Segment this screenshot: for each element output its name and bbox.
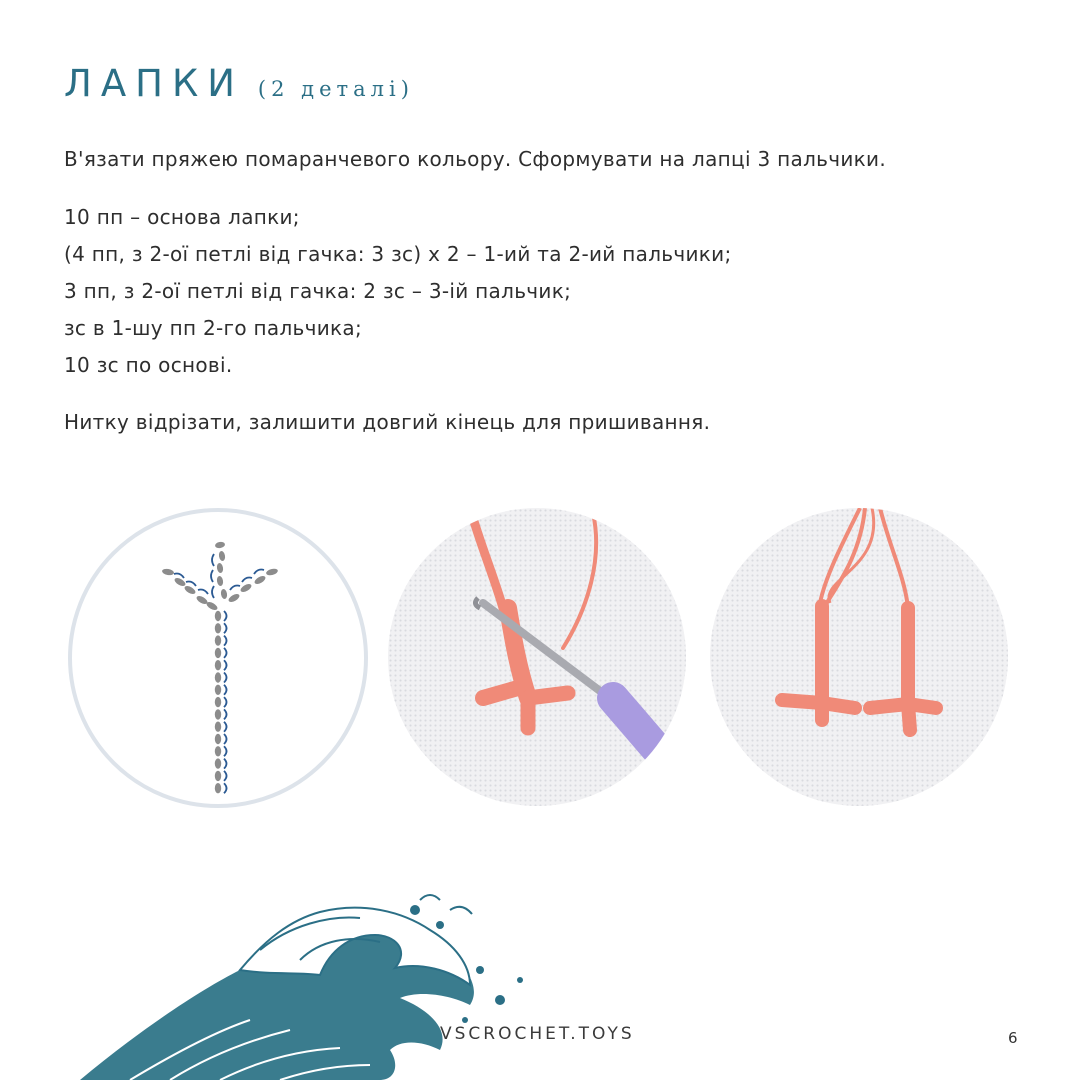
- outro-text: Нитку відрізати, залишити довгий кінець для пришивання.: [64, 410, 711, 434]
- chain-stitch: [215, 709, 221, 719]
- page-title: ЛАПКИ: [64, 62, 244, 105]
- single-crochet-stitch: [224, 660, 227, 670]
- brand-label: VSCROCHET.TOYS: [440, 1024, 635, 1044]
- chain-stitch: [215, 746, 221, 756]
- single-crochet-stitch: [224, 722, 227, 732]
- chain-stitch: [215, 783, 221, 793]
- photo-foot-with-hook: [388, 508, 686, 806]
- chain-stitch: [215, 758, 221, 768]
- single-crochet-stitch: [224, 709, 227, 719]
- single-crochet-stitch: [224, 771, 227, 781]
- chain-stitch: [215, 734, 221, 744]
- diagram-svg: [72, 512, 364, 804]
- intro-text: В'язати пряжею помаранчевого кольору. Сформувати на лапці 3 пальчики.: [64, 147, 886, 171]
- steps-list: [64, 199, 732, 384]
- step-4: зс в 1-шу пп 2-го пальчика;: [64, 316, 363, 340]
- chain-stitch: [215, 722, 221, 732]
- single-crochet-stitch: [224, 636, 227, 646]
- chain-stitch: [215, 697, 221, 707]
- page-header: [64, 62, 414, 105]
- single-crochet-stitch: [224, 783, 227, 793]
- chain-stitches: [215, 611, 221, 794]
- chain-stitch: [215, 672, 221, 682]
- step-3: 3 пп, з 2-ої петлі від гачка: 2 зс – 3-ій пальчик;: [64, 279, 572, 303]
- single-crochet-stitch: [224, 648, 227, 658]
- step-1: 10 пп – основа лапки;: [64, 205, 300, 229]
- chain-stitch: [215, 611, 221, 621]
- wave-illustration: [0, 880, 560, 1080]
- photo-two-feet: [710, 508, 1008, 806]
- single-crochet-stitch: [224, 759, 227, 769]
- single-crochet-stitches: [224, 611, 227, 793]
- single-crochet-stitch: [224, 685, 227, 695]
- single-crochet-stitch: [224, 746, 227, 756]
- single-crochet-stitch: [224, 673, 227, 683]
- photo-feet-svg: [710, 508, 1008, 806]
- chain-stitch: [215, 635, 221, 645]
- step-5: 10 зс по основі.: [64, 353, 233, 377]
- photo-foot-svg: [388, 508, 686, 806]
- page-subtitle: (2 деталі): [257, 77, 414, 101]
- crochet-diagram: [68, 508, 368, 808]
- single-crochet-stitch: [224, 611, 227, 621]
- chain-stitch: [215, 660, 221, 670]
- chain-stitch: [215, 648, 221, 658]
- chain-stitch: [215, 623, 221, 633]
- chain-stitch: [215, 685, 221, 695]
- toe-stitches: [162, 541, 279, 611]
- single-crochet-stitch: [224, 734, 227, 744]
- chain-stitch: [215, 771, 221, 781]
- single-crochet-stitch: [224, 623, 227, 633]
- step-2: (4 пп, з 2-ої петлі від гачка: 3 зс) х 2 – 1-ий та 2-ий пальчики;: [64, 242, 732, 266]
- page-number: 6: [1008, 1029, 1018, 1047]
- single-crochet-stitch: [224, 697, 227, 707]
